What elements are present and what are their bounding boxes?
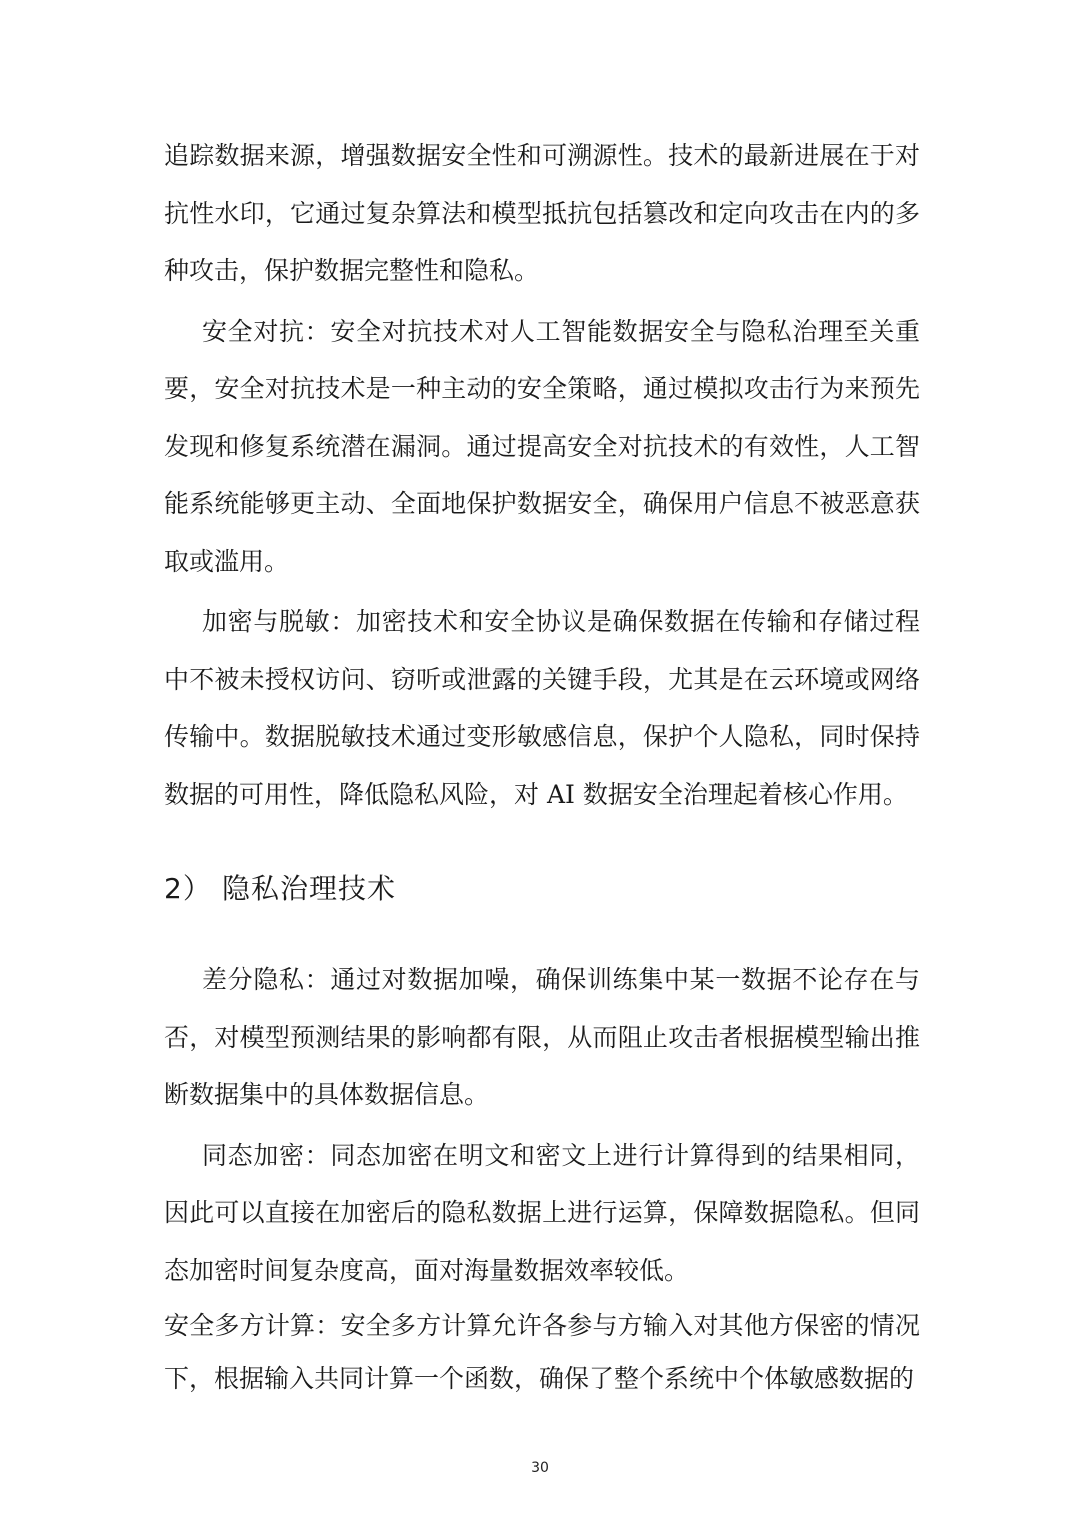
paragraph-watermarking-continued: 追踪数据来源，增强数据安全性和可溯源性。技术的最新进展在于对抗性水印，它通过复杂算法和模型抵抗包括篡改和定向攻击在内的多种攻击，保护数据完整性和隐私。 xyxy=(164,141,920,285)
paragraph-differential-privacy: 差分隐私：通过对数据加噪，确保训练集中某一数据不论存在与否，对模型预测结果的影响都有限，从而阻止攻击者根据模型输出推断数据集中的具体数据信息。 xyxy=(164,965,920,1109)
paragraph-security-adversarial: 安全对抗：安全对抗技术对人工智能数据安全与隐私治理至关重要，安全对抗技术是一种主动的安全策略，通过模拟攻击行为来预先发现和修复系统潜在漏洞。通过提高安全对抗技术的有效性，人工智能系统能够更主动、全面地保护数据安全，确保用户信息不被恶意获取或滥用。 xyxy=(164,316,920,576)
page-body xyxy=(164,127,920,1405)
page-number: 30 xyxy=(531,1460,549,1476)
paragraph-homomorphic-encryption: 同态加密：同态加密在明文和密文上进行计算得到的结果相同，因此可以直接在加密后的隐私数据上进行运算，保障数据隐私。但同态加密时间复杂度高，面对海量数据效率较低。 xyxy=(164,1140,920,1285)
paragraph-secure-multiparty-computation: 安全多方计算：安全多方计算允许各参与方输入对其他方保密的情况下，根据输入共同计算一个函数，确保了整个系统中个体敏感数据的 xyxy=(164,1311,920,1393)
section-number: 2） xyxy=(164,872,212,905)
section-heading xyxy=(164,823,920,951)
section-title: 隐私治理技术 xyxy=(222,872,397,905)
paragraph-encryption-desensitization: 加密与脱敏：加密技术和安全协议是确保数据在传输和存储过程中不被未授权访问、窃听或泄露的关键手段，尤其是在云环境或网络传输中。数据脱敏技术通过变形敏感信息，保护个人隐私，同时保持数据的可用性，降低隐私风险，对 AI 数据安全治理起着核心作用。 xyxy=(164,607,920,809)
